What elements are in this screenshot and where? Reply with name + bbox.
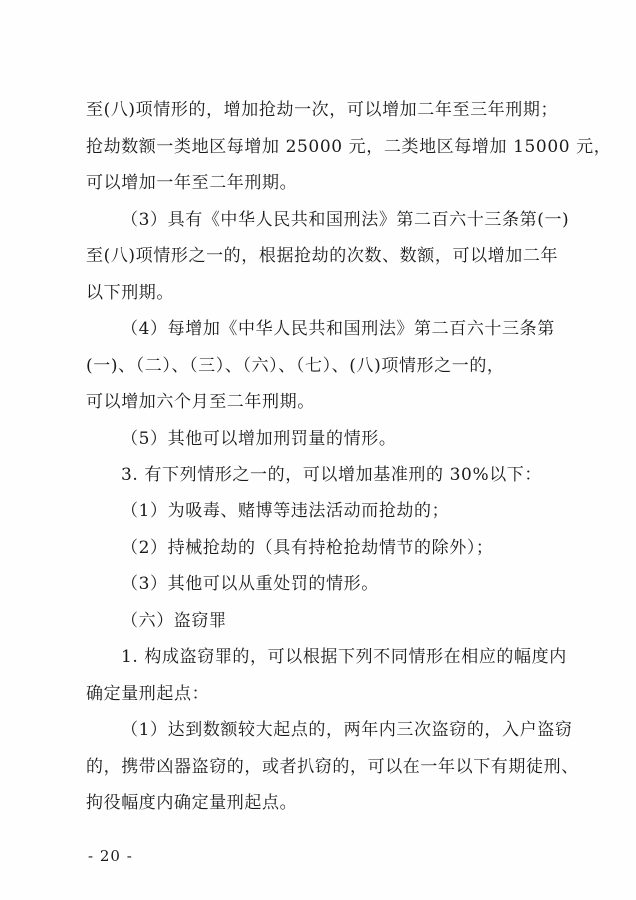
text-line: （5）其他可以增加刑罚量的情形。 bbox=[121, 429, 397, 449]
text-line: 1. 构成盗窃罪的，可以根据下列不同情形在相应的幅度内 bbox=[121, 647, 567, 667]
text-line: 3. 有下列情形之一的，可以增加基准刑的 30%以下： bbox=[121, 465, 543, 485]
page-number: - 20 - bbox=[88, 847, 133, 865]
text-line: 以下刑期。 bbox=[86, 283, 174, 303]
text-line: （1）为吸毒、赌博等违法活动而抢劫的； bbox=[121, 501, 450, 521]
text-line: 的，携带凶器盗窃的，或者扒窃的，可以在一年以下有期徒刑、 bbox=[86, 757, 579, 777]
section-heading: （六）盗窃罪 bbox=[121, 611, 227, 631]
text-line: 拘役幅度内确定量刑起点。 bbox=[86, 793, 298, 813]
text-line: （3）具有《中华人民共和国刑法》第二百六十三条第(一) bbox=[121, 210, 570, 230]
text-line: 至(八)项情形的，增加抢劫一次，可以增加二年至三年刑期； bbox=[86, 100, 559, 120]
text-line: 抢劫数额一类地区每增加 25000 元，二类地区每增加 15000 元， bbox=[86, 137, 612, 157]
text-line: 确定量刑起点： bbox=[86, 684, 210, 704]
text-line: 可以增加六个月至二年刑期。 bbox=[86, 392, 315, 412]
text-line: （3）其他可以从重处罚的情形。 bbox=[121, 574, 379, 594]
text-line: (一)、（二）、（三）、（六）、（七）、(八)项情形之一的， bbox=[86, 356, 505, 376]
text-line: （2）持械抢劫的（具有持枪抢劫情节的除外）； bbox=[121, 538, 494, 558]
text-line: （1）达到数额较大起点的，两年内三次盗窃的，入户盗窃 bbox=[121, 720, 573, 740]
text-line: 至(八)项情形之一的，根据抢劫的次数、数额，可以增加二年 bbox=[86, 246, 559, 266]
text-line: 可以增加一年至二年刑期。 bbox=[86, 173, 298, 193]
text-line: （4）每增加《中华人民共和国刑法》第二百六十三条第 bbox=[121, 319, 555, 339]
